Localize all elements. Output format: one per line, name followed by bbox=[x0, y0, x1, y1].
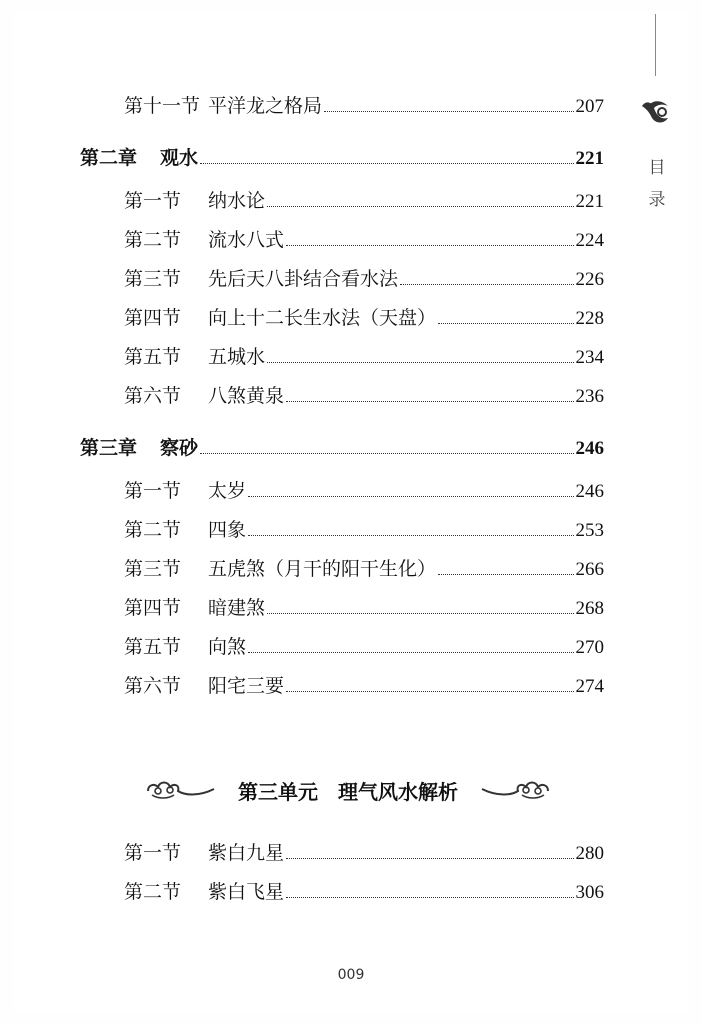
toc-entry[interactable] bbox=[124, 515, 604, 542]
toc-entry[interactable] bbox=[124, 877, 604, 904]
entry-page: 224 bbox=[575, 230, 604, 251]
entry-label: 第四节 bbox=[124, 307, 182, 329]
chapter-label: 第三章 bbox=[80, 437, 138, 459]
entry-label: 第三节 bbox=[124, 268, 182, 290]
toc-entry[interactable] bbox=[124, 186, 604, 213]
entry-label: 第二节 bbox=[124, 881, 182, 903]
entry-title: 纳水论 bbox=[208, 190, 266, 212]
unit-banner bbox=[136, 770, 560, 810]
entry-page: 221 bbox=[575, 191, 604, 212]
leader-dots bbox=[267, 205, 573, 207]
chapter-page: 246 bbox=[575, 438, 604, 459]
entry-title: 先后天八卦结合看水法 bbox=[208, 268, 399, 290]
entry-page: 266 bbox=[575, 559, 604, 580]
entry-label: 第十一节 bbox=[124, 95, 201, 117]
page-number: 009 bbox=[337, 967, 365, 983]
toc-entry[interactable] bbox=[124, 632, 604, 659]
toc-chapter[interactable] bbox=[80, 143, 604, 170]
entry-page: 236 bbox=[575, 386, 604, 407]
toc-entry[interactable] bbox=[124, 476, 604, 503]
leader-dots bbox=[286, 400, 573, 402]
toc-entry[interactable] bbox=[124, 671, 604, 698]
toc-entry[interactable] bbox=[124, 838, 604, 865]
leader-dots bbox=[200, 452, 573, 454]
leader-dots bbox=[400, 283, 573, 285]
leader-dots bbox=[438, 322, 573, 324]
entry-page: 246 bbox=[575, 481, 604, 502]
entry-label: 第二节 bbox=[124, 229, 182, 251]
entry-title: 五城水 bbox=[208, 346, 266, 368]
entry-title: 流水八式 bbox=[208, 229, 285, 251]
entry-title: 平洋龙之格局 bbox=[208, 95, 323, 117]
leader-dots bbox=[200, 162, 573, 164]
toc-entry[interactable] bbox=[124, 554, 604, 581]
toc-entry[interactable] bbox=[124, 303, 604, 330]
toc-entry[interactable] bbox=[124, 225, 604, 252]
entry-page: 234 bbox=[575, 347, 604, 368]
leader-dots bbox=[248, 651, 573, 653]
entry-title: 向煞 bbox=[208, 636, 247, 658]
leader-dots bbox=[286, 857, 573, 859]
entry-label: 第一节 bbox=[124, 842, 182, 864]
entry-title: 向上十二长生水法（天盘） bbox=[208, 307, 437, 329]
chapter-label: 第二章 bbox=[80, 147, 138, 169]
entry-title: 阳宅三要 bbox=[208, 675, 285, 697]
cloud-ornament-left-icon bbox=[144, 775, 216, 805]
toc-entry[interactable] bbox=[124, 593, 604, 620]
unit-title: 第三单元 理气风水解析 bbox=[238, 779, 458, 804]
entry-title: 暗建煞 bbox=[208, 597, 266, 619]
entry-label: 第六节 bbox=[124, 675, 182, 697]
entry-label: 第四节 bbox=[124, 597, 182, 619]
entry-label: 第三节 bbox=[124, 558, 182, 580]
side-divider bbox=[655, 14, 656, 76]
cloud-ornament-right-icon bbox=[480, 775, 552, 805]
leader-dots bbox=[286, 896, 573, 898]
leader-dots bbox=[438, 573, 573, 575]
entry-label: 第一节 bbox=[124, 190, 182, 212]
entry-page: 207 bbox=[575, 96, 604, 117]
entry-label: 第一节 bbox=[124, 480, 182, 502]
toc-entry[interactable] bbox=[124, 381, 604, 408]
entry-title: 太岁 bbox=[208, 480, 247, 502]
entry-label: 第五节 bbox=[124, 636, 182, 658]
toc-chapter[interactable] bbox=[80, 433, 604, 460]
entry-page: 306 bbox=[575, 882, 604, 903]
side-label-char-2: 录 bbox=[648, 190, 666, 210]
book-logo-icon bbox=[640, 98, 672, 128]
entry-page: 253 bbox=[575, 520, 604, 541]
entry-label: 第二节 bbox=[124, 519, 182, 541]
entry-title: 紫白飞星 bbox=[208, 881, 285, 903]
entry-label: 第五节 bbox=[124, 346, 182, 368]
entry-page: 270 bbox=[575, 637, 604, 658]
entry-page: 268 bbox=[575, 598, 604, 619]
leader-dots bbox=[248, 534, 573, 536]
chapter-page: 221 bbox=[575, 148, 604, 169]
entry-page: 226 bbox=[575, 269, 604, 290]
section-side-label bbox=[647, 152, 667, 216]
entry-page: 274 bbox=[575, 676, 604, 697]
entry-title: 五虎煞（月干的阳干生化） bbox=[208, 558, 437, 580]
entry-label: 第六节 bbox=[124, 385, 182, 407]
entry-title: 四象 bbox=[208, 519, 247, 541]
entry-title: 八煞黄泉 bbox=[208, 385, 285, 407]
chapter-title: 观水 bbox=[160, 147, 199, 169]
entry-title: 紫白九星 bbox=[208, 842, 285, 864]
leader-dots bbox=[267, 361, 573, 363]
toc-entry[interactable] bbox=[124, 91, 604, 118]
toc-entry[interactable] bbox=[124, 264, 604, 291]
chapter-title: 察砂 bbox=[160, 437, 199, 459]
toc-entry[interactable] bbox=[124, 342, 604, 369]
leader-dots bbox=[248, 495, 573, 497]
entry-page: 228 bbox=[575, 308, 604, 329]
side-label-char-1: 目 bbox=[648, 158, 666, 178]
entry-page: 280 bbox=[575, 843, 604, 864]
leader-dots bbox=[267, 612, 573, 614]
leader-dots bbox=[286, 690, 573, 692]
leader-dots bbox=[324, 110, 573, 112]
leader-dots bbox=[286, 244, 573, 246]
